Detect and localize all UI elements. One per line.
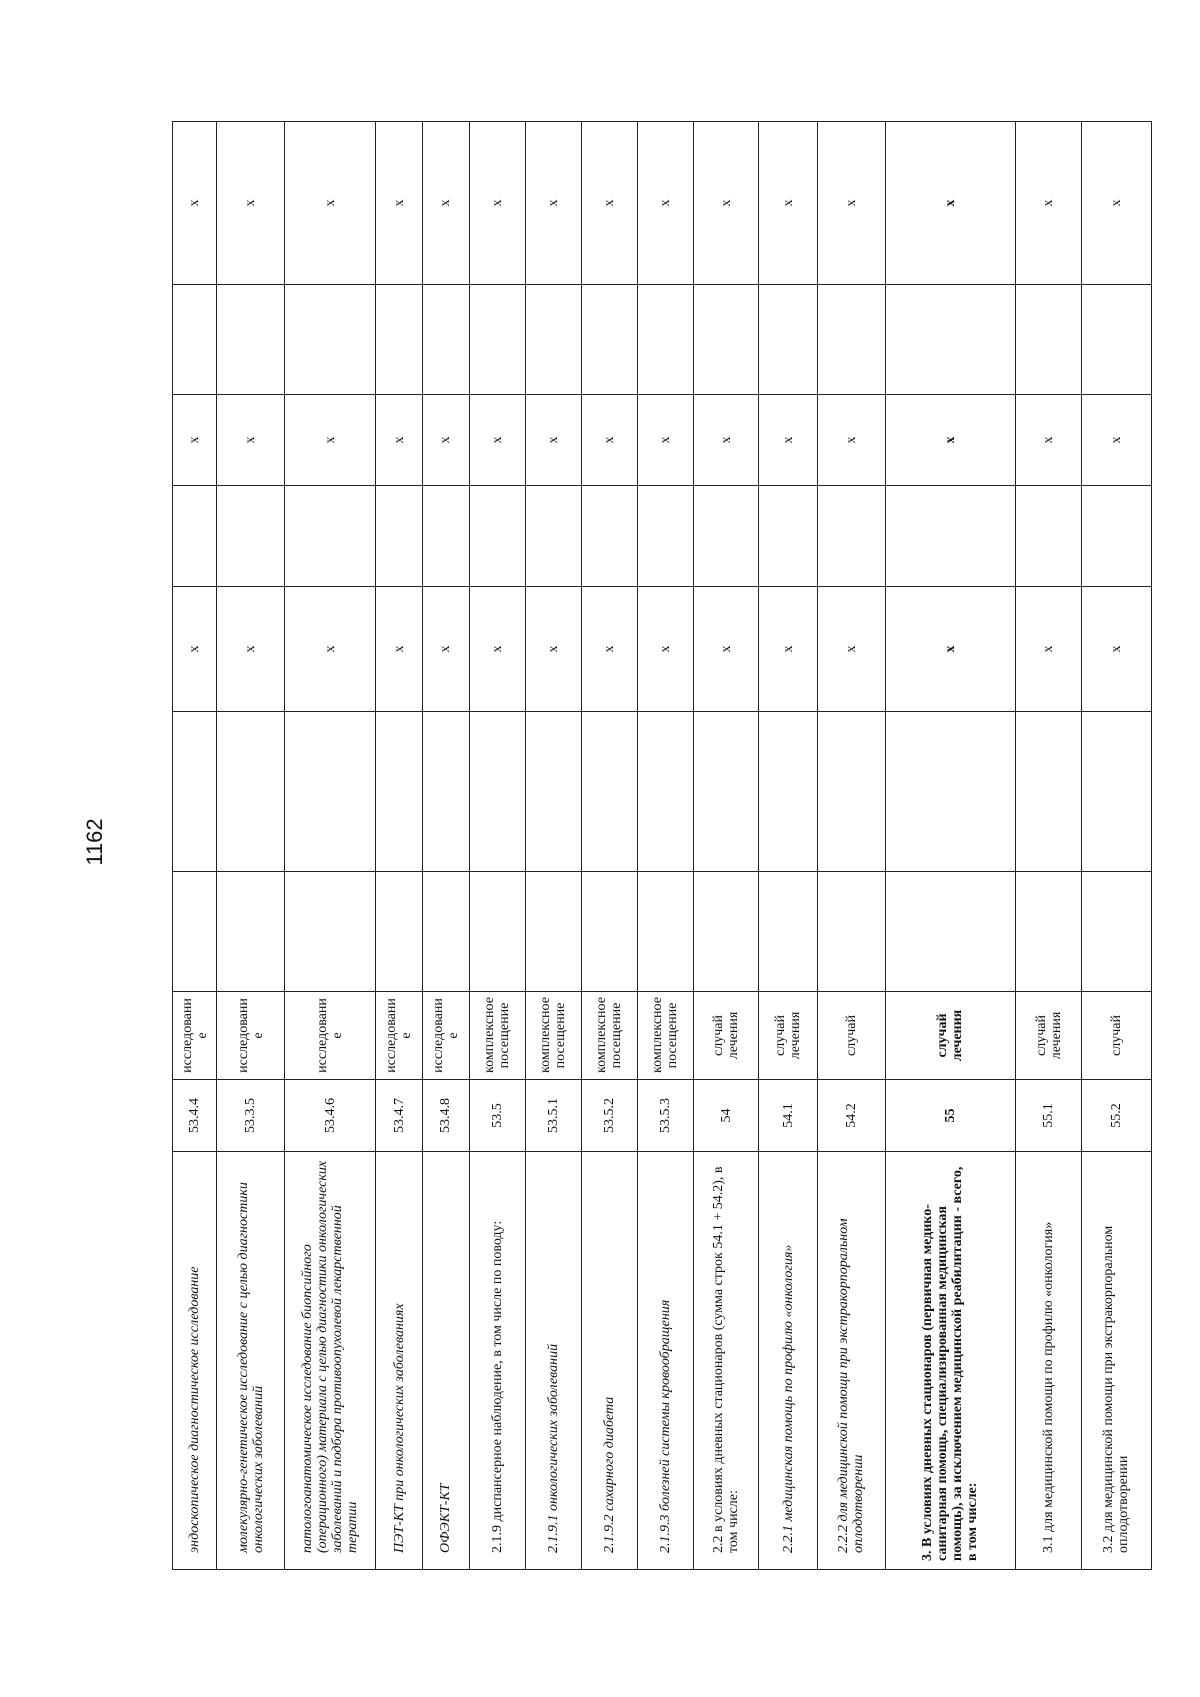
value-cell-c3: x (525, 587, 581, 712)
value-cell-c2 (817, 712, 885, 872)
value-cell-c5: x (1016, 395, 1081, 486)
table-row (817, 122, 885, 1570)
row-unit-cell: исследовани е (376, 992, 423, 1080)
value-cell-c4 (376, 486, 423, 587)
value-cell-c7: x (1016, 122, 1081, 285)
value-cell-c7: x (885, 122, 1016, 285)
row-name-cell: 3. В условиях дневных стационаров (первичная медико-санитарная помощь, специализированная медицинская помощь), за исключением медицинской реабилитации - всего, в том числе: (885, 1152, 1016, 1570)
table-row (285, 122, 376, 1570)
table-row (525, 122, 581, 1570)
row-name-cell: 2.2.1 медицинская помощь по профилю «онкология» (759, 1152, 817, 1570)
value-cell-c7: x (285, 122, 376, 285)
row-code-cell: 55 (885, 1080, 1016, 1152)
value-cell-c6 (217, 285, 285, 395)
value-cell-c6 (1016, 285, 1081, 395)
value-cell-c3: x (817, 587, 885, 712)
row-name-cell: ОФЭКТ-КТ (422, 1152, 469, 1570)
value-cell-c5: x (422, 395, 469, 486)
value-cell-c5: x (469, 395, 525, 486)
value-cell-c3: x (376, 587, 423, 712)
table-row (1081, 122, 1151, 1570)
value-cell-c3: x (469, 587, 525, 712)
row-name-cell: патологоанатомическое исследование биопсийного (операционного) материала с целью диагностики онкологических заболеваний и подбора противоопухолевой лекарственной терапии (285, 1152, 376, 1570)
value-cell-c3: x (1081, 587, 1151, 712)
value-cell-c4 (173, 486, 217, 587)
value-cell-c6 (1081, 285, 1151, 395)
value-cell-c1 (759, 872, 817, 992)
value-cell-c6 (693, 285, 758, 395)
data-table (172, 121, 1152, 1570)
table-row (422, 122, 469, 1570)
value-cell-c2 (376, 712, 423, 872)
row-code-cell: 53.4.8 (422, 1080, 469, 1152)
value-cell-c7: x (1081, 122, 1151, 285)
value-cell-c4 (217, 486, 285, 587)
row-code-cell: 53.5 (469, 1080, 525, 1152)
value-cell-c6 (759, 285, 817, 395)
value-cell-c2 (285, 712, 376, 872)
row-unit-cell: комплексное посещение (525, 992, 581, 1080)
row-code-cell: 54.1 (759, 1080, 817, 1152)
value-cell-c6 (637, 285, 693, 395)
row-code-cell: 54 (693, 1080, 758, 1152)
value-cell-c4 (285, 486, 376, 587)
table-body (173, 122, 1152, 1570)
row-name-cell: 2.1.9.3 болезней системы кровообращения (637, 1152, 693, 1570)
value-cell-c1 (376, 872, 423, 992)
value-cell-c2 (637, 712, 693, 872)
value-cell-c3: x (637, 587, 693, 712)
page-number: 1162 (82, 818, 107, 866)
value-cell-c4 (885, 486, 1016, 587)
row-unit-cell: исследовани е (173, 992, 217, 1080)
row-unit-cell: комплексное посещение (637, 992, 693, 1080)
row-code-cell: 53.3.5 (217, 1080, 285, 1152)
table-row (376, 122, 423, 1570)
row-code-cell: 53.4.4 (173, 1080, 217, 1152)
value-cell-c6 (376, 285, 423, 395)
value-cell-c3: x (581, 587, 637, 712)
value-cell-c2 (885, 712, 1016, 872)
value-cell-c1 (217, 872, 285, 992)
value-cell-c4 (469, 486, 525, 587)
row-code-cell: 53.5.1 (525, 1080, 581, 1152)
table-row (1016, 122, 1081, 1570)
value-cell-c5: x (1081, 395, 1151, 486)
value-cell-c6 (422, 285, 469, 395)
table-row (217, 122, 285, 1570)
value-cell-c2 (693, 712, 758, 872)
value-cell-c5: x (759, 395, 817, 486)
value-cell-c5: x (173, 395, 217, 486)
value-cell-c1 (637, 872, 693, 992)
value-cell-c7: x (637, 122, 693, 285)
value-cell-c7: x (376, 122, 423, 285)
value-cell-c1 (1016, 872, 1081, 992)
row-unit-cell: случай лечения (885, 992, 1016, 1080)
row-code-cell: 53.5.3 (637, 1080, 693, 1152)
table-row (885, 122, 1016, 1570)
value-cell-c5: x (217, 395, 285, 486)
table-row (469, 122, 525, 1570)
value-cell-c6 (885, 285, 1016, 395)
value-cell-c3: x (285, 587, 376, 712)
value-cell-c5: x (285, 395, 376, 486)
value-cell-c5: x (693, 395, 758, 486)
table-row (759, 122, 817, 1570)
row-unit-cell: комплексное посещение (581, 992, 637, 1080)
row-name-cell: 2.1.9 диспансерное наблюдение, в том числе по поводу: (469, 1152, 525, 1570)
value-cell-c6 (285, 285, 376, 395)
value-cell-c2 (1016, 712, 1081, 872)
value-cell-c2 (422, 712, 469, 872)
row-name-cell: 2.2.2 для медицинской помощи при экстракорпоральном оплодотворении (817, 1152, 885, 1570)
value-cell-c7: x (525, 122, 581, 285)
value-cell-c7: x (173, 122, 217, 285)
row-unit-cell: случай лечения (759, 992, 817, 1080)
row-name-cell: ПЭТ-КТ при онкологических заболеваниях (376, 1152, 423, 1570)
value-cell-c4 (525, 486, 581, 587)
row-code-cell: 55.2 (1081, 1080, 1151, 1152)
value-cell-c2 (581, 712, 637, 872)
value-cell-c2 (469, 712, 525, 872)
row-unit-cell: случай (817, 992, 885, 1080)
value-cell-c5: x (817, 395, 885, 486)
row-code-cell: 54.2 (817, 1080, 885, 1152)
value-cell-c3: x (422, 587, 469, 712)
value-cell-c7: x (759, 122, 817, 285)
value-cell-c2 (525, 712, 581, 872)
row-name-cell: 3.2 для медицинской помощи при экстракорпоральном оплодотворении (1081, 1152, 1151, 1570)
value-cell-c3: x (217, 587, 285, 712)
value-cell-c4 (1016, 486, 1081, 587)
row-unit-cell: случай (1081, 992, 1151, 1080)
value-cell-c2 (173, 712, 217, 872)
value-cell-c4 (422, 486, 469, 587)
value-cell-c5: x (376, 395, 423, 486)
value-cell-c1 (581, 872, 637, 992)
value-cell-c5: x (885, 395, 1016, 486)
value-cell-c6 (581, 285, 637, 395)
value-cell-c3: x (885, 587, 1016, 712)
value-cell-c1 (693, 872, 758, 992)
value-cell-c5: x (581, 395, 637, 486)
value-cell-c6 (469, 285, 525, 395)
value-cell-c5: x (525, 395, 581, 486)
value-cell-c4 (759, 486, 817, 587)
row-unit-cell: случай лечения (1016, 992, 1081, 1080)
value-cell-c4 (693, 486, 758, 587)
value-cell-c3: x (693, 587, 758, 712)
value-cell-c7: x (422, 122, 469, 285)
value-cell-c1 (173, 872, 217, 992)
value-cell-c4 (581, 486, 637, 587)
row-code-cell: 53.4.7 (376, 1080, 423, 1152)
value-cell-c1 (285, 872, 376, 992)
value-cell-c7: x (581, 122, 637, 285)
row-code-cell: 53.5.2 (581, 1080, 637, 1152)
value-cell-c3: x (759, 587, 817, 712)
value-cell-c7: x (693, 122, 758, 285)
value-cell-c7: x (469, 122, 525, 285)
value-cell-c1 (885, 872, 1016, 992)
rotated-frame (172, 122, 1152, 1570)
value-cell-c2 (759, 712, 817, 872)
value-cell-c7: x (817, 122, 885, 285)
row-unit-cell: случай лечения (693, 992, 758, 1080)
value-cell-c4 (637, 486, 693, 587)
value-cell-c2 (217, 712, 285, 872)
row-name-cell: 3.1 для медицинской помощи по профилю «онкология» (1016, 1152, 1081, 1570)
value-cell-c1 (469, 872, 525, 992)
table-row (173, 122, 217, 1570)
table-row (581, 122, 637, 1570)
value-cell-c2 (1081, 712, 1151, 872)
value-cell-c1 (422, 872, 469, 992)
row-code-cell: 53.4.6 (285, 1080, 376, 1152)
value-cell-c6 (173, 285, 217, 395)
value-cell-c6 (525, 285, 581, 395)
value-cell-c3: x (1016, 587, 1081, 712)
row-name-cell: молекулярно-генетическое исследование с целью диагностики онкологических заболеваний (217, 1152, 285, 1570)
row-name-cell: 2.2 в условиях дневных стационаров (сумма строк 54.1 + 54.2), в том числе: (693, 1152, 758, 1570)
value-cell-c6 (817, 285, 885, 395)
value-cell-c3: x (173, 587, 217, 712)
value-cell-c1 (525, 872, 581, 992)
table-row (693, 122, 758, 1570)
row-code-cell: 55.1 (1016, 1080, 1081, 1152)
value-cell-c5: x (637, 395, 693, 486)
row-unit-cell: исследовани е (217, 992, 285, 1080)
row-unit-cell: исследовани е (422, 992, 469, 1080)
value-cell-c1 (1081, 872, 1151, 992)
value-cell-c7: x (217, 122, 285, 285)
table-row (637, 122, 693, 1570)
row-unit-cell: комплексное посещение (469, 992, 525, 1080)
row-unit-cell: исследовани е (285, 992, 376, 1080)
row-name-cell: эндоскопическое диагностическое исследование (173, 1152, 217, 1570)
row-name-cell: 2.1.9.2 сахарного диабета (581, 1152, 637, 1570)
value-cell-c1 (817, 872, 885, 992)
value-cell-c4 (1081, 486, 1151, 587)
rotated-table-container (172, 122, 1152, 1570)
value-cell-c4 (817, 486, 885, 587)
row-name-cell: 2.1.9.1 онкологических заболеваний (525, 1152, 581, 1570)
